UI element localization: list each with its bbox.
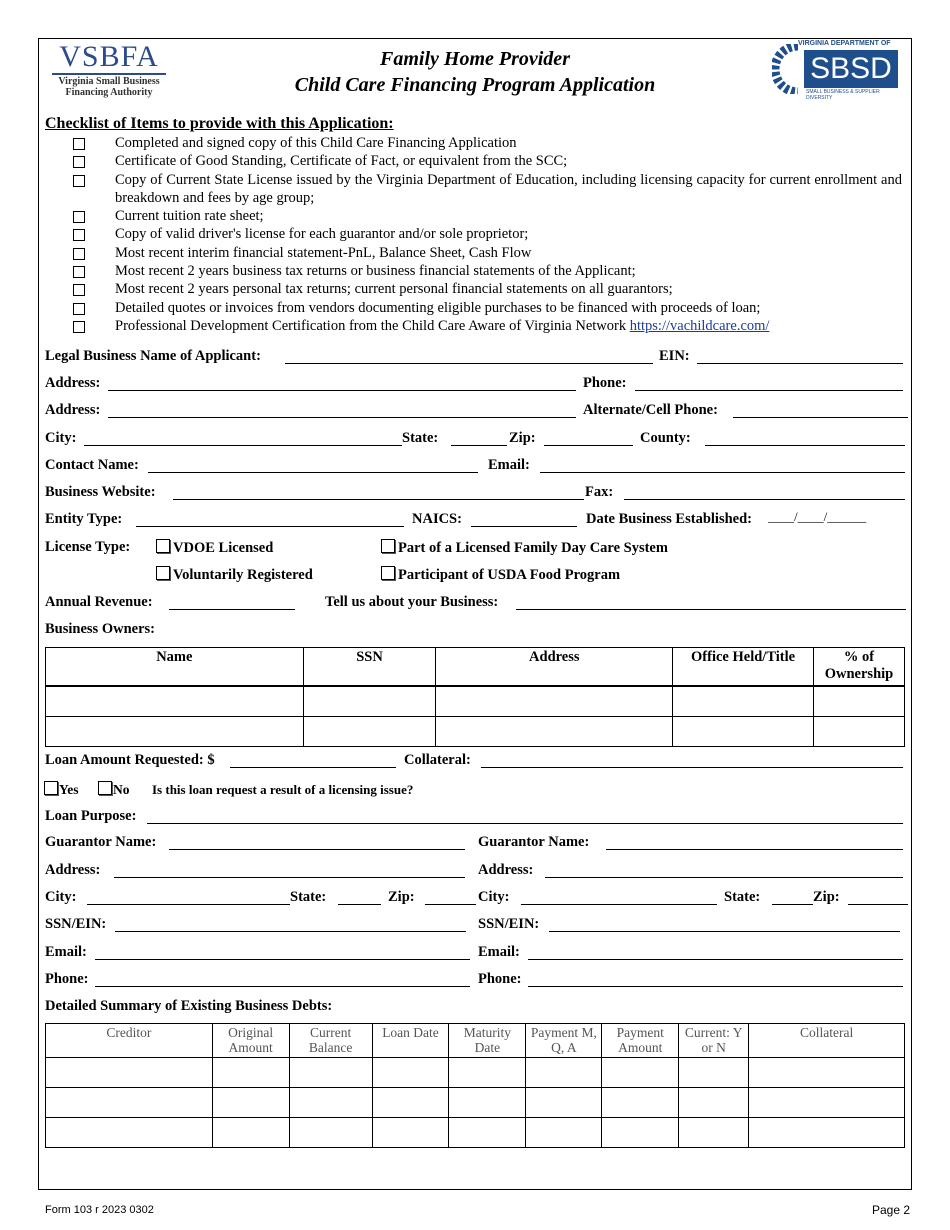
- guarantor-1-name-input[interactable]: [169, 849, 465, 850]
- checklist-item: Professional Development Certification from the Child Care Aware of Virginia Network https://vachildcare.com/: [70, 317, 902, 335]
- checkbox[interactable]: [44, 781, 58, 795]
- table-cell[interactable]: [372, 1058, 449, 1088]
- contact-name-input[interactable]: [148, 472, 478, 473]
- table-cell[interactable]: [749, 1118, 905, 1148]
- table-cell[interactable]: [602, 1088, 679, 1118]
- checkbox[interactable]: [73, 303, 85, 315]
- table-cell[interactable]: [526, 1118, 602, 1148]
- debts-table: [45, 1023, 905, 1148]
- county-label: County:: [640, 430, 691, 446]
- column-header: Creditor: [46, 1024, 213, 1058]
- guarantor-1-phone-input[interactable]: [95, 986, 470, 987]
- naics-label: NAICS:: [412, 511, 462, 527]
- tell-us-label: Tell us about your Business:: [325, 594, 499, 610]
- loan-purpose-input[interactable]: [147, 823, 903, 824]
- table-row: [46, 1058, 905, 1088]
- guarantor-1-state-label: State:: [290, 889, 327, 905]
- checklist-item: Certificate of Good Standing, Certificate of Fact, or equivalent from the SCC;: [70, 152, 902, 170]
- table-cell[interactable]: [212, 1118, 289, 1148]
- table-cell[interactable]: [212, 1088, 289, 1118]
- loan-amount-label: Loan Amount Requested: $: [45, 752, 215, 768]
- table-cell[interactable]: [449, 1088, 526, 1118]
- table-cell[interactable]: [372, 1118, 449, 1148]
- guarantor-2-address-input[interactable]: [545, 877, 903, 878]
- owners-table: [45, 647, 905, 747]
- sbsd-logo-text: SBSD: [804, 50, 898, 88]
- page-number: Page 2: [872, 1203, 911, 1217]
- logo-subtitle-2: Financing Authority: [65, 87, 153, 98]
- loan-amount-input[interactable]: [230, 767, 396, 768]
- guarantor-1-email-input[interactable]: [95, 959, 470, 960]
- checkbox[interactable]: [98, 781, 112, 795]
- checkbox[interactable]: [73, 175, 85, 187]
- guarantor-1-zip-input[interactable]: [425, 904, 476, 905]
- guarantor-1-address-input[interactable]: [114, 877, 465, 878]
- table-cell[interactable]: [212, 1058, 289, 1088]
- no-option[interactable]: No: [98, 781, 130, 798]
- annual-revenue-input[interactable]: [169, 609, 295, 610]
- logo-rule: [52, 73, 166, 75]
- table-cell[interactable]: [372, 1088, 449, 1118]
- column-header: % of Ownership: [813, 648, 904, 687]
- collateral-label: Collateral:: [404, 752, 471, 768]
- table-cell[interactable]: [46, 1088, 213, 1118]
- county-input[interactable]: [705, 445, 905, 446]
- guarantor-1-phone-label: Phone:: [45, 971, 89, 987]
- checklist-item: Current tuition rate sheet;: [70, 207, 902, 225]
- city-label: City:: [45, 430, 77, 446]
- column-header: Office Held/Title: [673, 648, 814, 687]
- table-cell[interactable]: [436, 686, 673, 717]
- vsbfa-logo-text: VSBFA: [59, 40, 159, 73]
- phone-input[interactable]: [635, 390, 903, 391]
- tell-us-input[interactable]: [516, 609, 906, 610]
- column-header: Maturity Date: [449, 1024, 526, 1058]
- checklist-item: Copy of valid driver's license for each guarantor and/or sole proprietor;: [70, 225, 902, 243]
- guarantor-2-ssn-input[interactable]: [549, 931, 900, 932]
- table-cell[interactable]: [46, 1118, 213, 1148]
- column-header: Payment Amount: [602, 1024, 679, 1058]
- fax-label: Fax:: [585, 484, 614, 500]
- checkbox[interactable]: [156, 539, 170, 553]
- website-label: Business Website:: [45, 484, 156, 500]
- column-header: Payment M, Q, A: [526, 1024, 602, 1058]
- guarantor-2-ssn-label: SSN/EIN:: [478, 916, 540, 932]
- checkbox[interactable]: [73, 138, 85, 150]
- city-input[interactable]: [84, 445, 402, 446]
- guarantor-2-name-label: Guarantor Name:: [478, 834, 590, 850]
- table-cell[interactable]: [679, 1118, 749, 1148]
- guarantor-2-zip-label: Zip:: [813, 889, 840, 905]
- business-owners-label: Business Owners:: [45, 621, 155, 637]
- license-usda[interactable]: Participant of USDA Food Program: [381, 566, 620, 584]
- ein-label: EIN:: [659, 348, 690, 364]
- checklist-title: Checklist of Items to provide with this Application:: [45, 115, 394, 132]
- table-cell[interactable]: [813, 686, 904, 717]
- table-cell[interactable]: [526, 1088, 602, 1118]
- table-cell[interactable]: [749, 1088, 905, 1118]
- guarantor-1-address-label: Address:: [45, 862, 101, 878]
- guarantor-1-city-label: City:: [45, 889, 77, 905]
- gear-icon: [772, 44, 800, 94]
- license-voluntary[interactable]: Voluntarily Registered: [156, 566, 313, 584]
- checkbox[interactable]: [73, 156, 85, 168]
- state-label: State:: [402, 430, 439, 446]
- loan-purpose-label: Loan Purpose:: [45, 808, 137, 824]
- date-established-label: Date Business Established:: [586, 511, 752, 527]
- checkbox[interactable]: [156, 566, 170, 580]
- table-cell[interactable]: [679, 1058, 749, 1088]
- guarantor-2-city-label: City:: [478, 889, 510, 905]
- alt-phone-input[interactable]: [733, 417, 908, 418]
- table-cell[interactable]: [749, 1058, 905, 1088]
- vsbfa-logo: [44, 42, 174, 98]
- license-vdoe[interactable]: VDOE Licensed: [156, 539, 273, 557]
- checkbox[interactable]: [73, 248, 85, 260]
- annual-revenue-label: Annual Revenue:: [45, 594, 153, 610]
- checklist-item: Most recent 2 years personal tax returns; current personal financial statements on all guarantors;: [70, 280, 902, 298]
- guarantor-2-phone-input[interactable]: [528, 986, 903, 987]
- zip-input[interactable]: [544, 445, 633, 446]
- table-cell[interactable]: [673, 717, 814, 747]
- checklist: [70, 134, 902, 335]
- column-header: Name: [46, 648, 304, 687]
- column-header: Collateral: [749, 1024, 905, 1058]
- table-cell[interactable]: [303, 686, 436, 717]
- table-cell[interactable]: [289, 1118, 372, 1148]
- ein-input[interactable]: [697, 363, 903, 364]
- website-input[interactable]: [173, 499, 584, 500]
- table-cell[interactable]: [46, 717, 304, 747]
- legal-name-input[interactable]: [285, 363, 653, 364]
- checkbox[interactable]: [73, 229, 85, 241]
- licensing-question: Is this loan request a result of a licensing issue?: [152, 782, 414, 797]
- guarantor-1-ssn-label: SSN/EIN:: [45, 916, 107, 932]
- guarantor-2-email-label: Email:: [478, 944, 520, 960]
- entity-type-label: Entity Type:: [45, 511, 123, 527]
- address-2-label: Address:: [45, 402, 101, 418]
- checklist-item: Detailed quotes or invoices from vendors documenting eligible purchases to be financed with proceeds of loan;: [70, 299, 902, 317]
- table-cell[interactable]: [673, 686, 814, 717]
- guarantor-2-zip-input[interactable]: [848, 904, 908, 905]
- guarantor-2-address-label: Address:: [478, 862, 534, 878]
- license-type-label: License Type:: [45, 539, 131, 555]
- guarantor-1-city-input[interactable]: [87, 904, 290, 905]
- naics-input[interactable]: [471, 526, 577, 527]
- phone-label: Phone:: [583, 375, 627, 391]
- yes-option[interactable]: Yes: [44, 781, 79, 798]
- title-line-1: Family Home Provider: [380, 48, 570, 70]
- collateral-input[interactable]: [481, 767, 903, 768]
- table-row: [46, 717, 905, 747]
- table-cell[interactable]: [46, 1058, 213, 1088]
- state-input[interactable]: [451, 445, 507, 446]
- legal-name-label: Legal Business Name of Applicant:: [45, 348, 261, 364]
- contact-name-label: Contact Name:: [45, 457, 139, 473]
- column-header: Loan Date: [372, 1024, 449, 1058]
- table-cell[interactable]: [813, 717, 904, 747]
- checkbox[interactable]: [381, 566, 395, 580]
- column-header: Current Balance: [289, 1024, 372, 1058]
- form-number: Form 103 r 2023 0302: [45, 1204, 154, 1216]
- sbsd-logo-bottom: SMALL BUSINESS & SUPPLIER DIVERSITY: [806, 89, 880, 101]
- column-header: Original Amount: [212, 1024, 289, 1058]
- table-cell[interactable]: [303, 717, 436, 747]
- guarantor-1-name-label: Guarantor Name:: [45, 834, 157, 850]
- checkbox[interactable]: [381, 539, 395, 553]
- guarantor-2-name-input[interactable]: [606, 849, 903, 850]
- guarantor-2-phone-label: Phone:: [478, 971, 522, 987]
- sbsd-logo: [772, 40, 898, 101]
- checklist-item: Copy of Current State License issued by the Virginia Department of Education, including licensing capacity for current enrollment and breakdown and fees by age group;: [70, 171, 902, 208]
- table-cell[interactable]: [46, 686, 304, 717]
- table-cell[interactable]: [526, 1058, 602, 1088]
- checklist-item: Most recent interim financial statement-PnL, Balance Sheet, Cash Flow: [70, 244, 902, 262]
- column-header: SSN: [303, 648, 436, 687]
- table-row: [46, 1088, 905, 1118]
- date-established-input[interactable]: ____/____/______: [768, 509, 867, 524]
- guarantor-2-state-label: State:: [724, 889, 761, 905]
- column-header: Address: [436, 648, 673, 687]
- fax-input[interactable]: [624, 499, 905, 500]
- page-title: [240, 46, 710, 98]
- checklist-item: Completed and signed copy of this Child Care Financing Application: [70, 134, 902, 152]
- table-cell[interactable]: [436, 717, 673, 747]
- guarantor-1-ssn-input[interactable]: [115, 931, 466, 932]
- table-cell[interactable]: [449, 1058, 526, 1088]
- guarantor-2-email-input[interactable]: [528, 959, 903, 960]
- address-input[interactable]: [108, 390, 576, 391]
- column-header: Current: Y or N: [679, 1024, 749, 1058]
- table-row: [46, 1118, 905, 1148]
- alt-phone-label: Alternate/Cell Phone:: [583, 402, 718, 418]
- vachildcare-link[interactable]: https://vachildcare.com/: [629, 317, 770, 334]
- logo-subtitle-1: Virginia Small Business: [58, 76, 160, 87]
- email-label: Email:: [488, 457, 530, 473]
- checkbox[interactable]: [73, 211, 85, 223]
- table-header-row: [46, 648, 905, 687]
- address-2-input[interactable]: [108, 417, 576, 418]
- checkbox[interactable]: [73, 321, 85, 333]
- table-cell[interactable]: [289, 1088, 372, 1118]
- guarantor-1-state-input[interactable]: [338, 904, 381, 905]
- checkbox[interactable]: [73, 266, 85, 278]
- table-cell[interactable]: [602, 1058, 679, 1088]
- guarantor-2-city-input[interactable]: [521, 904, 717, 905]
- guarantor-1-email-label: Email:: [45, 944, 87, 960]
- table-cell[interactable]: [602, 1118, 679, 1148]
- table-header-row: [46, 1024, 905, 1058]
- zip-label: Zip:: [509, 430, 536, 446]
- table-row: [46, 686, 905, 717]
- guarantor-2-state-input[interactable]: [772, 904, 813, 905]
- table-cell[interactable]: [679, 1088, 749, 1118]
- sbsd-logo-top: VIRGINIA DEPARTMENT OF: [798, 40, 891, 47]
- table-cell[interactable]: [449, 1118, 526, 1148]
- address-label: Address:: [45, 375, 101, 391]
- entity-type-input[interactable]: [136, 526, 404, 527]
- title-line-2: Child Care Financing Program Application: [294, 74, 656, 96]
- guarantor-1-zip-label: Zip:: [388, 889, 415, 905]
- checklist-item: Most recent 2 years business tax returns or business financial statements of the Applicant;: [70, 262, 902, 280]
- checkbox[interactable]: [73, 284, 85, 296]
- email-input[interactable]: [540, 472, 905, 473]
- license-family-system[interactable]: Part of a Licensed Family Day Care System: [381, 539, 668, 557]
- debts-title: Detailed Summary of Existing Business Debts:: [45, 998, 333, 1014]
- table-cell[interactable]: [289, 1058, 372, 1088]
